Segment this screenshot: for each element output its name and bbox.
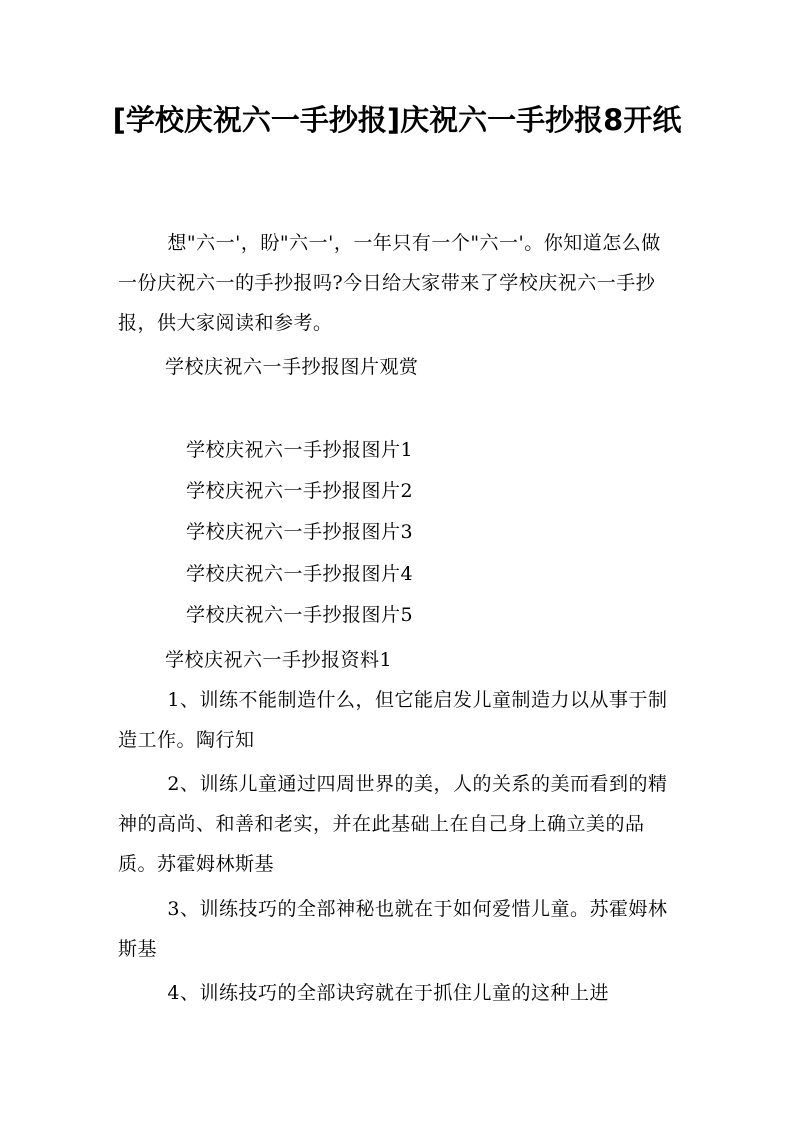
quote-paragraph-3: 3、训练技巧的全部神秘也就在于如何爱惜儿童。苏霍姆林斯基 [118,898,668,960]
gallery-heading: 学校庆祝六一手抄报图片观赏 [165,356,419,378]
image-caption-3: 学校庆祝六一手抄报图片3 [186,521,414,543]
quote-paragraph-2: 2、训练儿童通过四周世界的美，人的关系的美而看到的精神的高尚、和善和老实，并在此基础上在自己身上确立美的品质。苏霍姆林斯基 [118,773,668,875]
image-caption-2: 学校庆祝六一手抄报图片2 [186,480,414,502]
image-caption-4: 学校庆祝六一手抄报图片4 [186,563,414,585]
materials-heading: 学校庆祝六一手抄报资料1 [165,649,393,671]
quote-paragraph-1: 1、训练不能制造什么，但它能启发儿童制造力以从事于制造工作。陶行知 [118,689,668,751]
intro-paragraph: 想"六一'，盼"六一'，一年只有一个"六一'。你知道怎么做一份庆祝六一的手抄报吗?今日给大家带来了学校庆祝六一手抄报，供大家阅读和参考。 [118,232,661,334]
quote-paragraph-4: 4、训练技巧的全部诀窍就在于抓住儿童的这种上进 [167,982,609,1004]
image-caption-5: 学校庆祝六一手抄报图片5 [186,604,414,626]
document-title: [学校庆祝六一手抄报]庆祝六一手抄报8开纸 [112,103,682,137]
image-caption-1: 学校庆祝六一手抄报图片1 [186,439,414,461]
